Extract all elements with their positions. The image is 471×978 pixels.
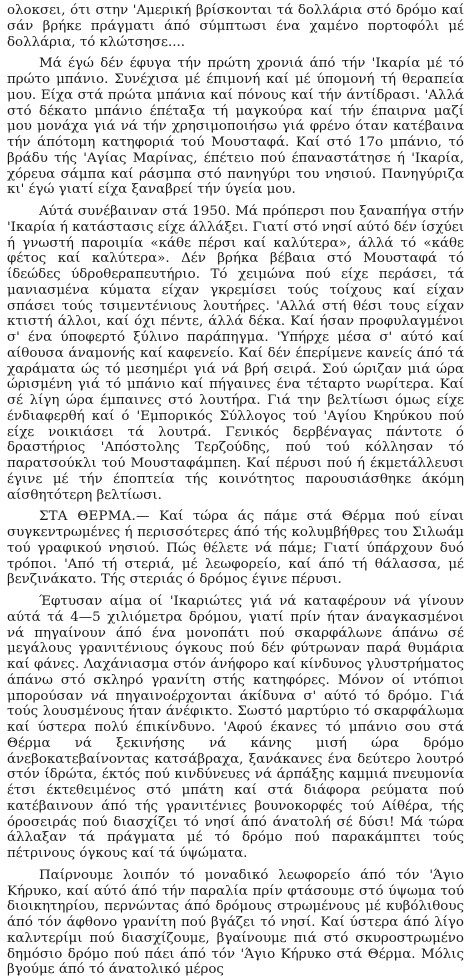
paragraph-2: Μά έγώ δέν έφυγα τήν πρώτη χρονιά άπό τήν 'Ικαρία μέ τό πρώτο μπάνιο. Συνέχισα μέ έπιμονή καί μέ ύπομονή τή θεραπεία μου. Είχα στά πρώτα μπάνια καί πόνους καί τήν άντίδρασι. 'Αλλά στό δέκατο μπάνιο έπέταξα τή μαγκούρα καί τήν έπαιρνα μαζί μου μονάχα γιά νά τήν χρησιμοποιήσω γιά φρένο όταν κατέβαινα τήν άπότομη κατηφοριά τού Μουσταφά. Καί στό 17ο μπάνιο, τό βράδυ τής 'Αγίας Μαρίνας, έπέτειο πού έπαναστάτησε ή 'Ικαρία, χόρευα σάμπα καί ράσμπα στό πανηγύρι του νησιού. Πανηγύριζα κι' έγώ γιατί είχα ξαναβρεί τήν ύγεία μου. bbox=[7, 56, 464, 198]
paragraph-6: Παίρνουμε λοιπόν τό μοναδικό λεωφορείο άπό τόν 'Άγιο Κήρυκο, καί αύτό άπό τήν παραλία πρίν φτάσουμε στό ύψωμα τού διοικητηρίου, περνώντας άπό δρόμους στρωμένους μέ κυβόλιθους άπό τόν άφθονο γρανίτη πού βγάζει τό νησί. Καί ύστερα άπό λίγο καλντερίμι πού διασχίζουμε, βγαίνουμε πιά στό σκυροστρωμένο δημόσιο δρόμο πού πάει άπό τόν 'Άγιο Κήρυκο στά Θέρμα. Μόλις βγούμε άπό τό άνατολικό μέρος bbox=[7, 867, 464, 978]
section-heading: ΣΤΑ ΘΕΡΜΑ.— bbox=[39, 509, 150, 525]
paragraph-4 bbox=[7, 509, 464, 588]
paragraph-3: Αύτά συνέβαιναν στά 1950. Μά πρόπερσι που ξαναπήγα στήν 'Ικαρία ή κατάστασις είχε άλλάξει. Γιατί στό νησί αύτό δέν ίσχύει ή γνωστή παροιμία «κάθε πέρσι καί καλύτερα», άλλά τό «κάθε φέτος καί καλύτερα». Δέν βρήκα βέβαια στό Μουσταφά τό ίδεώδες ύδροθεραπευτήριο. Τό χειμώνα πού είχε περάσει, τά μανιασμένα κύματα είχαν γκρεμίσει τούς τοίχους καί είχαν σπάσει τούς τσιμεντένιους λουτήρες. 'Αλλά στή θέσι τους είχαν κτιστή άλλοι, καί όχι πέντε, άλλά δέκα. Καί ήσαν προφυλαγμένοι σ' ένα ύποφερτό ξύλινο παράπηγμα. 'Υπήρχε μέσα σ' αύτό καί αίθουσα άναμονής καί καφενείο. Καί δέν έπερίμενε κανείς άπό τά χαράματα ώς τό μεσημέρι γιά νά βρή σειρά. Σού ώριζαν μιά ώρα ώρισμένη γιά τό μπάνιο καί πήγαινες ένα τέταρτο νωρίτερα. Καί σέ λίγη ώρα έμπαινες στό λουτήρα. Γιά την βελτίωσι όμως είχε ένδιαφερθή καί ό 'Εμπορικός Σύλλογος τού 'Αγίου Κηρύκου πού είχε νοικιάσει τά λουτρά. Γενικός δερβέναγας πάντοτε ό δραστήριος 'Απόστολης Τερζούδης, πού τού κόλλησαν τό παρατσούκλι τού Μουσταφάμπεη. Καί πέρυσι πού ή έκμετάλλευσι έγινε μέ τήν έποπτεία τής κοινότητος παρουσιάσθηκε άκόμη αίσθητότερη βελτίωσι. bbox=[7, 204, 464, 503]
paragraph-5: Έφτυσαν αίμα οί 'Ικαριώτες γιά νά καταφέρουν νά γίνουν αύτά τά 4—5 χιλιόμετρα δρόμου, γιατί πρίν ήταν άναγκασμένοι νά πηγαίνουν άπό ένα μονοπάτι πού σκαρφάλωνε άπάνω σέ μεγάλους γρανιτένιους όγκους πού δέν φύτρωναν παρά θυμάρια καί φάνες. Λαχάνιασμα στόν άνήφορο καί κίνδυνος γλυστρήματος άπάνω στό σκληρό γρανίτη στής κατηφόρες. Μόνον οί ντόπιοι μπορούσαν νά πηγαινοέρχονται άκίδυνα σ' αύτό τό δρόμο. Γιά τούς λουσμένους ήταν άνέφικτο. Σωστό μαρτύριο τό σκαρφάλωμα καί ύστερα πολύ έπικίνδυνο. 'Αφού έκανες τό μπάνιο σου στά Θέρμα νά ξεκινήσης νά κάνης μισή ώρα δρόμο άνεβοκατεβαίνοντας κατσάβραχα, ξανάκανες ένα δεύτερο λουτρό στόν ίδρώτα, έκτός πού κινδύνευες νά άρπάξης καμμιά πνευμονία έτσι έκτεθειμένος στό μπάτη καί στά διάφορα ρεύματα πού κατέβαινουν άπό τής γρανιτένιες βουνοκορφές τού Αίθέρα, τής όροσειράς πού διασχίζει τό νησί άπό άνατολή σέ δύσι! Μά τώρα άλλαξαν τά πράγματα μέ τό δρόμο πού παρακάμπτει τούς πέτρινους όγκους καί τά ύψώματα. bbox=[7, 594, 464, 861]
paragraph-4-body: Καί τώρα άς πάμε στά Θέρμα πού είναι συγκεντρωμένες ή περισσότερες άπό τής κολυμβήθρες του Σιλωάμ τού γραφικού νησιού. Πώς θέλετε νά πάμε; Γιατί ύπάρχουν δυό τρόποι. 'Από τή στεριά, μέ λεωφορείο, καί άπό τή θάλασσα, μέ βενζινάκατο. Τής στεριάς ό δρόμος έγινε πέρυσι. bbox=[7, 509, 464, 588]
paragraph-1: ολοκσει, ότι στην 'Αμερική βρίσκονται τά δολλάρια στό δρόμο καί σάν βρήκε πράγματι άπό σύμπτωσι ένα χαμένο πορτοφόλι μέ δολλάρια, τό κλώτσησε.... bbox=[7, 3, 464, 50]
